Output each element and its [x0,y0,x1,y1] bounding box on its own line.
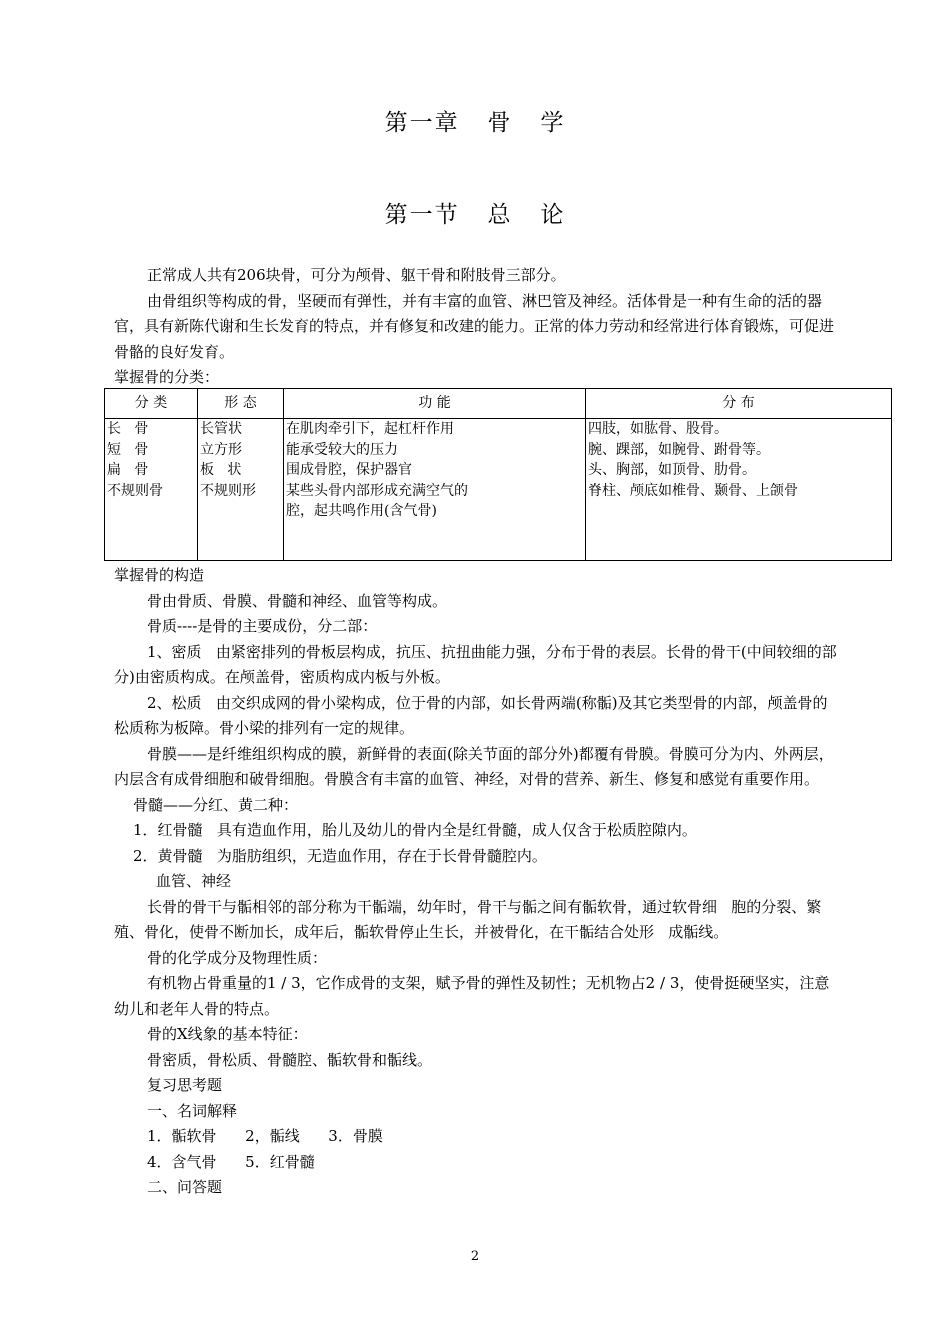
distribution-long: 四肢，如肱骨、股骨。 [588,421,728,437]
distribution-cell [586,419,892,561]
paragraph-xray-heading: 骨的X线象的基本特征： [147,1025,308,1043]
category-long: 长 骨 [107,421,149,437]
paragraph-periosteum: 骨膜——是纤维组织构成的膜，新鲜骨的表面(除关节面的部分外)都覆有骨膜。骨膜可分为内、外两层，内层含有成骨细胞和破骨细胞。骨膜含有丰富的血管、神经，对骨的营养、新生、修复和感觉有重要作用。 [114,744,834,788]
header-shape: 形 态 [198,389,284,419]
paragraph-bone-substance: 骨质----是骨的主要成份，分二部： [147,617,378,635]
shape-flat: 板 状 [200,462,242,478]
chapter-title: 第一章 骨 学 [384,110,566,136]
shape-irregular: 不规则形 [200,482,256,499]
function-short: 能承受较大的压力 [286,441,398,458]
page-number: 2 [470,1249,480,1264]
term-list-1: 1．骺软骨 2，骺线 3．骨膜 [147,1127,383,1145]
paragraph-chemical-heading: 骨的化学成分及物理性质： [147,948,328,967]
table-row [105,419,892,561]
function-irregular-line1: 某些头骨内部形成充满空气的 [286,482,468,499]
intro-paragraph-1: 正常成人共有206块骨，可分为颅骨、躯干骨和附肢骨三部分。 [147,266,566,284]
intro-block [114,263,838,391]
function-cell [284,419,586,561]
section-title: 第一节 总 论 [384,202,566,228]
term-heading: 一、名词解释 [147,1101,238,1120]
header-distribution: 分 布 [586,389,892,419]
category-irregular: 不规则骨 [107,482,163,499]
shape-cell [198,419,284,561]
category-cell [105,419,198,561]
shape-long: 长管状 [200,421,242,437]
paragraph-compact-bone: 1、密质 由紧密排列的骨板层构成，抗压、抗扭曲能力强，分布于骨的表层。长骨的骨干(中间较细的部分)由密质构成。在颅盖骨，密质构成内板与外板。 [114,642,837,686]
paragraph-vessels-nerves: 血管、神经 [156,872,232,890]
paragraph-metaphysis: 长骨的骨干与骺相邻的部分称为干骺端，幼年时，骨干与骺之间有骺软骨，通过软骨细 胞的分裂、繁殖、骨化，使骨不断加长，成年后，骺软骨停止生长，并被骨化，在干骺结合处形 成骺线。 [114,897,822,941]
question-heading: 二、问答题 [147,1178,223,1196]
paragraph-chemical: 有机物占骨重量的1 / 3，它作成骨的支架，赋予骨的弹性及韧性；无机物占2 / 3，使骨挺硬坚实，注意幼儿和老年人骨的特点。 [114,974,830,1018]
paragraph-yellow-marrow: 2．黄骨髓 为脂肪组织，无造血作用，存在于长骨骨髓腔内。 [133,846,547,865]
paragraph-xray: 骨密质，骨松质、骨髓腔、骺软骨和骺线。 [147,1050,433,1069]
table-header-row [105,389,892,419]
header-function: 功 能 [284,389,586,419]
function-long: 在肌肉牵引下，起杠杆作用 [286,421,454,437]
classification-heading: 掌握骨的分类： [114,368,220,386]
paragraph-bone-marrow: 骨髓——分红、黄二种： [133,795,299,814]
paragraph-spongy-bone: 2、松质 由交织成网的骨小梁构成，位于骨的内部，如长骨两端(称骺)及其它类型骨的内部，颅盖骨的松质称为板障。骨小梁的排列有一定的规律。 [114,693,828,737]
category-flat: 扁 骨 [107,462,149,478]
paragraph-composition: 骨由骨质、骨膜、骨髓和神经、血管等构成。 [147,591,448,610]
term-list-2: 4．含气骨 5．红骨髓 [147,1152,315,1171]
bone-classification-table [104,388,892,561]
structure-heading: 掌握骨的构造 [114,566,205,584]
function-flat: 围成骨腔，保护器官 [286,462,412,478]
review-heading: 复习思考题 [147,1076,223,1094]
header-category: 分 类 [105,389,198,419]
category-short: 短 骨 [107,441,149,458]
distribution-flat: 头、胸部，如顶骨、肋骨。 [588,462,756,478]
shape-short: 立方形 [200,441,242,458]
distribution-irregular: 脊柱、颅底如椎骨、颞骨、上颌骨 [588,482,798,499]
body-block [114,563,838,1201]
paragraph-red-marrow: 1．红骨髓 具有造血作用，胎儿及幼儿的骨内全是红骨髓，成人仅含于松质腔隙内。 [133,821,697,839]
function-irregular-line2: 腔，起共鸣作用(含气骨) [286,503,437,519]
intro-paragraph-2: 由骨组织等构成的骨，坚硬而有弹性，并有丰富的血管、淋巴管及神经。活体骨是一种有生命的活的器官，具有新陈代谢和生长发育的特点，并有修复和改建的能力。正常的体力劳动和经常进行体育锻炼，可促进骨骼的良好发育。 [114,291,835,361]
distribution-short: 腕、踝部，如腕骨、跗骨等。 [588,441,770,458]
